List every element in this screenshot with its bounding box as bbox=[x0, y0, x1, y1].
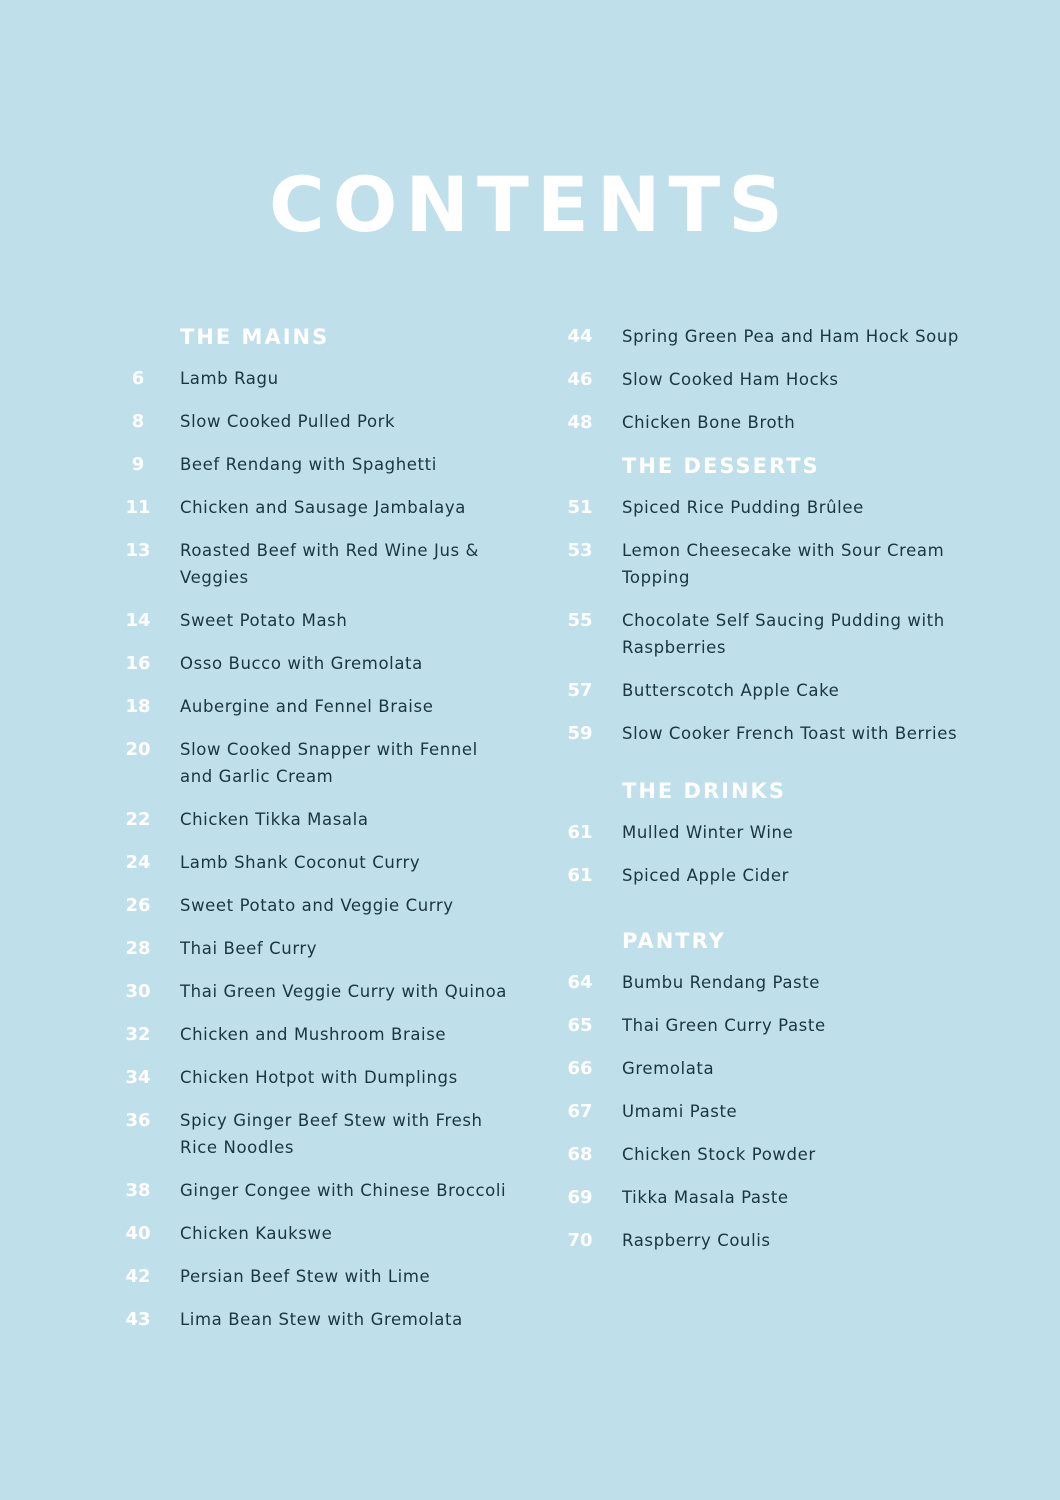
toc-entry bbox=[118, 365, 538, 392]
toc-entry bbox=[560, 366, 1040, 393]
section-heading-desserts: THE DESSERTS bbox=[622, 454, 820, 478]
recipe-title: Slow Cooked Snapper with Fennel and Garlic Cream bbox=[180, 740, 478, 786]
recipe-title: Spring Green Pea and Ham Hock Soup bbox=[622, 327, 959, 346]
recipe-title: Spiced Apple Cider bbox=[622, 866, 790, 885]
toc-entry bbox=[118, 537, 538, 591]
recipe-title: Chicken and Sausage Jambalaya bbox=[180, 498, 466, 517]
recipe-title: Slow Cooker French Toast with Berries bbox=[622, 724, 958, 743]
recipe-title: Thai Green Veggie Curry with Quinoa bbox=[180, 982, 507, 1001]
recipe-title: Sweet Potato Mash bbox=[180, 611, 348, 630]
page-number: 61 bbox=[567, 822, 593, 843]
recipe-title: Chicken and Mushroom Braise bbox=[180, 1025, 447, 1044]
toc-entry bbox=[560, 1141, 1040, 1168]
page-number: 24 bbox=[125, 852, 151, 873]
toc-entry bbox=[118, 1177, 538, 1204]
toc-entry bbox=[560, 720, 1040, 747]
toc-entry bbox=[560, 537, 1040, 591]
recipe-title: Umami Paste bbox=[622, 1102, 738, 1121]
toc-entry bbox=[560, 677, 1040, 704]
pantry-list bbox=[560, 969, 1040, 1254]
page-number: 8 bbox=[131, 411, 145, 432]
page-number: 59 bbox=[567, 723, 593, 744]
recipe-title: Lemon Cheesecake with Sour Cream Topping bbox=[622, 541, 945, 587]
toc-entry bbox=[118, 935, 538, 962]
recipe-title: Chicken Stock Powder bbox=[622, 1145, 816, 1164]
page-number: 51 bbox=[567, 497, 593, 518]
toc-entry bbox=[118, 408, 538, 435]
page-number: 68 bbox=[567, 1144, 593, 1165]
page-number: 44 bbox=[567, 326, 593, 347]
toc-entry bbox=[118, 1107, 538, 1161]
right-column bbox=[560, 323, 1040, 1270]
recipe-title: Sweet Potato and Veggie Curry bbox=[180, 896, 454, 915]
toc-entry bbox=[118, 693, 538, 720]
page-number: 22 bbox=[125, 809, 151, 830]
toc-entry bbox=[560, 1098, 1040, 1125]
toc-entry bbox=[118, 451, 538, 478]
recipe-title: Aubergine and Fennel Braise bbox=[180, 697, 434, 716]
recipe-title: Gremolata bbox=[622, 1059, 715, 1078]
page-number: 11 bbox=[125, 497, 151, 518]
recipe-title: Thai Green Curry Paste bbox=[622, 1016, 826, 1035]
recipe-title: Chocolate Self Saucing Pudding with Raspberries bbox=[622, 611, 945, 657]
toc-entry bbox=[118, 1021, 538, 1048]
recipe-title: Lamb Shank Coconut Curry bbox=[180, 853, 421, 872]
toc-entry bbox=[560, 862, 1040, 889]
page-number: 61 bbox=[567, 865, 593, 886]
toc-entry bbox=[560, 494, 1040, 521]
page-number: 18 bbox=[125, 696, 151, 717]
page-number: 70 bbox=[567, 1230, 593, 1251]
recipe-title: Tikka Masala Paste bbox=[622, 1188, 789, 1207]
recipe-title: Ginger Congee with Chinese Broccoli bbox=[180, 1181, 507, 1200]
mains-continued-list bbox=[560, 323, 1040, 436]
toc-entry bbox=[118, 1220, 538, 1247]
section-heading-drinks: THE DRINKS bbox=[622, 779, 786, 803]
recipe-title: Chicken Bone Broth bbox=[622, 413, 796, 432]
toc-entry bbox=[118, 978, 538, 1005]
recipe-title: Roasted Beef with Red Wine Jus & Veggies bbox=[180, 541, 480, 587]
page-number: 55 bbox=[567, 610, 593, 631]
page-number: 57 bbox=[567, 680, 593, 701]
recipe-title: Mulled Winter Wine bbox=[622, 823, 794, 842]
toc-entry bbox=[560, 819, 1040, 846]
page-number: 14 bbox=[125, 610, 151, 631]
recipe-title: Spiced Rice Pudding Brûlee bbox=[622, 498, 864, 517]
toc-entry bbox=[118, 1306, 538, 1333]
toc-entry bbox=[560, 409, 1040, 436]
page-number: 26 bbox=[125, 895, 151, 916]
recipe-title: Spicy Ginger Beef Stew with Fresh Rice Noodles bbox=[180, 1111, 483, 1157]
page-number: 32 bbox=[125, 1024, 151, 1045]
page-number: 65 bbox=[567, 1015, 593, 1036]
page-title: CONTENTS bbox=[269, 160, 791, 249]
page-number: 42 bbox=[125, 1266, 151, 1287]
page-number: 46 bbox=[567, 369, 593, 390]
page-number: 20 bbox=[125, 739, 151, 760]
toc-entry bbox=[118, 849, 538, 876]
recipe-title: Slow Cooked Pulled Pork bbox=[180, 412, 396, 431]
recipe-title: Chicken Hotpot with Dumplings bbox=[180, 1068, 458, 1087]
toc-entry bbox=[118, 1064, 538, 1091]
toc-entry bbox=[560, 607, 1040, 661]
drinks-list bbox=[560, 819, 1040, 889]
page-number: 53 bbox=[567, 540, 593, 561]
recipe-title: Chicken Tikka Masala bbox=[180, 810, 369, 829]
recipe-title: Lamb Ragu bbox=[180, 369, 279, 388]
page-number: 34 bbox=[125, 1067, 151, 1088]
recipe-title: Persian Beef Stew with Lime bbox=[180, 1267, 431, 1286]
recipe-title: Slow Cooked Ham Hocks bbox=[622, 370, 839, 389]
page-number: 13 bbox=[125, 540, 151, 561]
section-heading-mains: THE MAINS bbox=[180, 325, 330, 349]
section-heading-pantry: PANTRY bbox=[622, 929, 726, 953]
page-number: 69 bbox=[567, 1187, 593, 1208]
toc-entry bbox=[118, 806, 538, 833]
toc-entry bbox=[560, 1055, 1040, 1082]
toc-entry bbox=[118, 607, 538, 634]
toc-entry bbox=[560, 969, 1040, 996]
toc-entry bbox=[560, 323, 1040, 350]
toc-entry bbox=[560, 1012, 1040, 1039]
recipe-title: Raspberry Coulis bbox=[622, 1231, 771, 1250]
toc-entry bbox=[118, 892, 538, 919]
page-number: 30 bbox=[125, 981, 151, 1002]
toc-entry bbox=[118, 650, 538, 677]
page-number: 40 bbox=[125, 1223, 151, 1244]
recipe-title: Chicken Kaukswe bbox=[180, 1224, 333, 1243]
page-number: 43 bbox=[125, 1309, 151, 1330]
desserts-list bbox=[560, 494, 1040, 747]
recipe-title: Osso Bucco with Gremolata bbox=[180, 654, 423, 673]
page-number: 66 bbox=[567, 1058, 593, 1079]
page-number: 64 bbox=[567, 972, 593, 993]
recipe-title: Thai Beef Curry bbox=[180, 939, 318, 958]
recipe-title: Butterscotch Apple Cake bbox=[622, 681, 840, 700]
page-number: 28 bbox=[125, 938, 151, 959]
toc-entry bbox=[118, 1263, 538, 1290]
recipe-title: Lima Bean Stew with Gremolata bbox=[180, 1310, 463, 1329]
recipe-title: Beef Rendang with Spaghetti bbox=[180, 455, 437, 474]
page-number: 48 bbox=[567, 412, 593, 433]
mains-list bbox=[118, 365, 538, 1333]
page-number: 9 bbox=[131, 454, 145, 475]
page-number: 67 bbox=[567, 1101, 593, 1122]
page-number: 6 bbox=[131, 368, 145, 389]
page-number: 38 bbox=[125, 1180, 151, 1201]
toc-entry bbox=[560, 1227, 1040, 1254]
page-number: 36 bbox=[125, 1110, 151, 1131]
toc-entry bbox=[118, 736, 538, 790]
left-column bbox=[118, 323, 538, 1349]
toc-entry bbox=[118, 494, 538, 521]
toc-entry bbox=[560, 1184, 1040, 1211]
page-number: 16 bbox=[125, 653, 151, 674]
recipe-title: Bumbu Rendang Paste bbox=[622, 973, 821, 992]
